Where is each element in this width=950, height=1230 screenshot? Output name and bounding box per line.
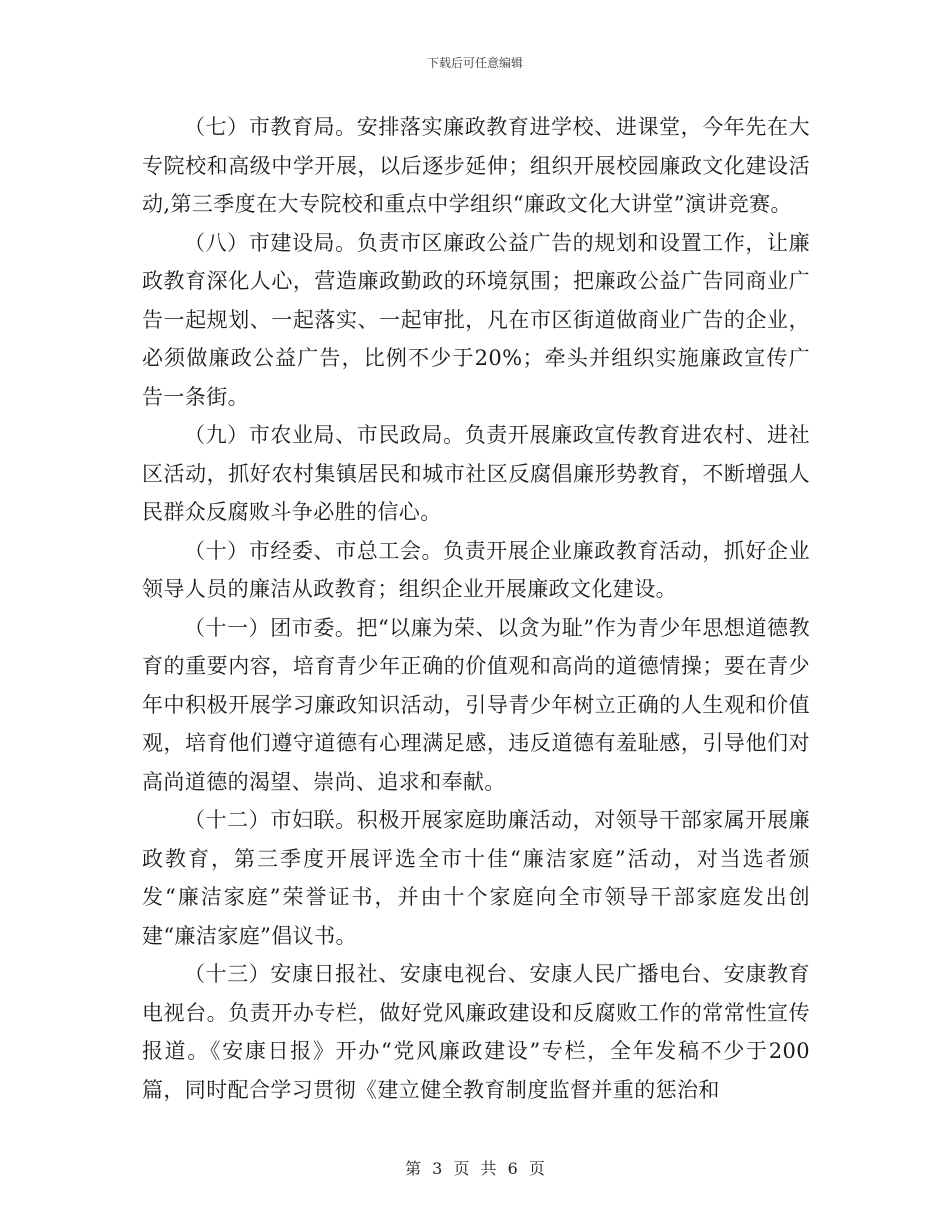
page-header: 下载后可任意编辑: [426, 56, 523, 70]
paragraph-9-agriculture-civil-affairs: （九）市农业局、市民政局。负责开展廉政宣传教育进农村、进社区活动，抓好农村集镇居民和城市社区反腐倡廉形势教育，不断增强人民群众反腐败斗争必胜的信心。: [142, 423, 810, 524]
paragraph-11-youth-league: （十一）团市委。把“以廉为荣、以贪为耻”作为青少年思想道德教育的重要内容，培育青少年正确的价值观和高尚的道德情操；要在青少年中积极开展学习廉政知识活动，引导青少年树立正确的人生观和价值观，培育他们遵守道德有心理满足感，违反道德有羞耻感，引导他们对高尚道德的渴望、崇尚、追求和奉献。: [142, 615, 810, 794]
document-body: [142, 108, 810, 1109]
paragraph-8-construction-bureau: （八）市建设局。负责市区廉政公益广告的规划和设置工作，让廉政教育深化人心，营造廉政勤政的环境氛围；把廉政公益广告同商业广告一起规划、一起落实、一起审批，凡在市区街道做商业广告的企业，必须做廉政公益广告，比例不少于20%；牵头并组织实施廉政宣传广告一条街。: [142, 230, 810, 409]
paragraph-10-economic-committee: （十）市经委、市总工会。负责开展企业廉政教育活动，抓好企业领导人员的廉洁从政教育；组织企业开展廉政文化建设。: [142, 538, 810, 601]
paragraph-12-womens-federation: （十二）市妇联。积极开展家庭助廉活动，对领导干部家属开展廉政教育，第三季度开展评选全市十佳“廉洁家庭”活动，对当选者颁发“廉洁家庭”荣誉证书，并由十个家庭向全市领导干部家庭发出创建“廉洁家庭”倡议书。: [142, 808, 810, 948]
paragraph-13-media: （十三）安康日报社、安康电视台、安康人民广播电台、安康教育电视台。负责开办专栏，做好党风廉政建设和反腐败工作的常常性宣传报道。《安康日报》开办“党风廉政建设”专栏，全年发稿不少于200篇，同时配合学习贯彻《建立健全教育制度监督并重的惩治和: [142, 962, 810, 1102]
page-number-footer: 第 3 页 共 6 页: [405, 1159, 545, 1178]
paragraph-7-education-bureau: （七）市教育局。安排落实廉政教育进学校、进课堂，今年先在大专院校和高级中学开展，以后逐步延伸；组织开展校园廉政文化建设活动,第三季度在大专院校和重点中学组织“廉政文化大讲堂”演讲竞赛。: [142, 115, 810, 216]
